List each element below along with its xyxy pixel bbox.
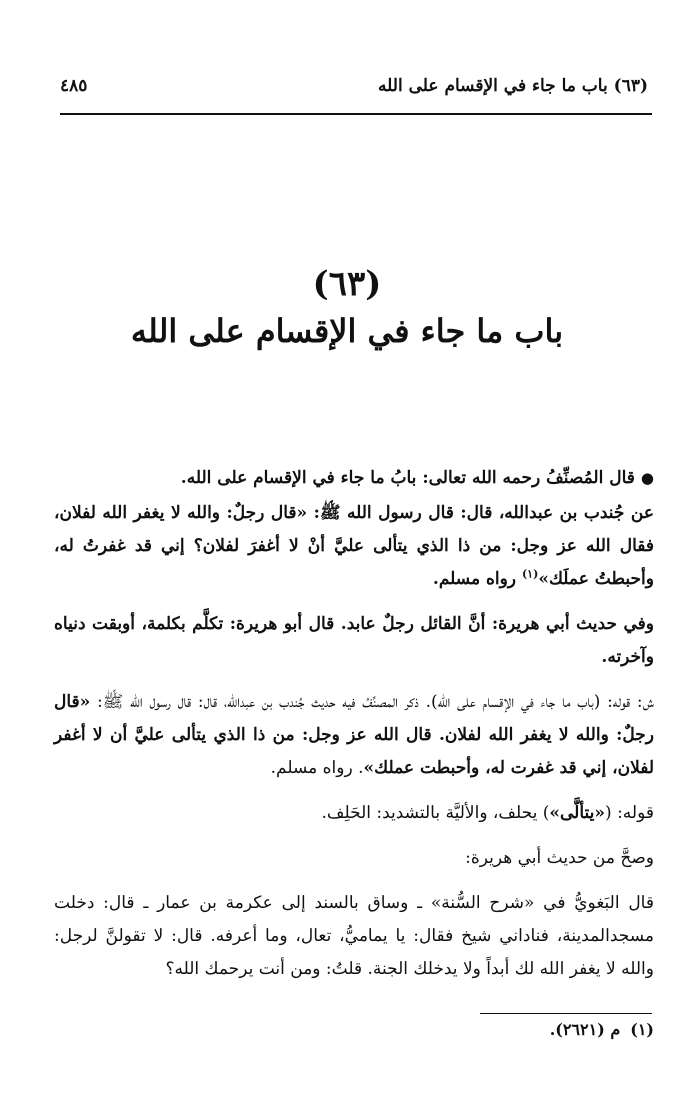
- paragraph-5-end: ) يحلف، والأليَّة بالتشديد: الحَلِف.: [321, 803, 550, 823]
- paragraph-4-hadith: «قال رجلٌ: والله لا يغفر الله لفلان. قال الله عز وجل: من ذا الذي يتألى عليَّ أن لا أغفر لفلان، إني قد غفرت له، وأحبطت عملك»: [54, 692, 654, 778]
- paragraph-2-intro: عن جُندب بن عبدالله، قال: قال رسول الله ﷺ:: [307, 503, 654, 523]
- chapter-title: باب ما جاء في الإقسام على الله: [130, 312, 564, 350]
- footnote-text: م (٢٦٢١).: [549, 1020, 621, 1039]
- paragraph-1-text: قال المُصنِّفُ رحمه الله تعالى: بابُ ما جاء في الإقسام على الله.: [180, 468, 635, 488]
- header-rule: [60, 113, 652, 115]
- paragraph-4-intro: ش: قوله: (باب ما جاء في الإقسام على الله). ذكر المصنِّفُ فيه حديث جُندب بن عبدالله، قال: قال رسول الله ﷺ:: [90, 692, 654, 712]
- paragraph-7: قال البَغويُّ في «شرح السُّنة» ـ وساق بالسند إلى عكرمة بن عمار ـ قال: دخلت مسجدالمدينة، فناداني شيخ فقال: يا يماميُّ، تعال، وما أعرفه. قال: لا تقولنَّ لرجل: والله لا يغفر الله لك أبداً ولا يدخلك الجنة. قلتُ: ومن أنت يرحمك الله؟: [54, 893, 654, 979]
- running-header: [60, 68, 648, 108]
- paragraph-2-end: رواه مسلم.: [432, 569, 522, 589]
- paragraph-5: [54, 797, 654, 830]
- paragraph-6: وصحَّ من حديث أبي هريرة:: [465, 848, 654, 868]
- paragraph-4-end: . رواه مسلم.: [270, 758, 364, 778]
- footnote-mark: (١): [630, 1020, 654, 1039]
- paragraph-5-term: «يتألَّى»: [549, 803, 606, 823]
- page-number: ٤٨٥: [60, 76, 88, 96]
- paragraph-2: [54, 497, 654, 596]
- paragraph-1: [54, 462, 654, 495]
- paragraph-3: [54, 608, 654, 674]
- header-title: (٦٣) باب ما جاء في الإقسام على الله: [378, 76, 648, 96]
- paragraph-5-intro: قوله: (: [605, 803, 654, 823]
- paragraph-3-text: أنَّ القائل رجلٌ عابد. قال أبو هريرة: تكلَّم بكلمة، أوبقت دنياه وآخرته.: [54, 614, 654, 667]
- footnote: [54, 1020, 654, 1039]
- paragraph-4: [54, 686, 654, 785]
- bullet-icon: ●: [640, 469, 654, 487]
- footnote-rule: [480, 1013, 652, 1014]
- footnote-ref: (١): [521, 567, 539, 581]
- paragraph-2-hadith: «قال رجلٌ: والله لا يغفر الله لفلان، فقال الله عز وجل: من ذا الذي يتألى عليَّ أنْ لا أغفرَ لفلان؟ إني قد غفرتُ له، وأحبطتُ عملَك»: [54, 503, 654, 589]
- chapter-number: (٦٣): [312, 264, 382, 304]
- body-text: [54, 462, 654, 998]
- paragraph-3-intro: وفي حديث أبي هريرة:: [485, 614, 654, 634]
